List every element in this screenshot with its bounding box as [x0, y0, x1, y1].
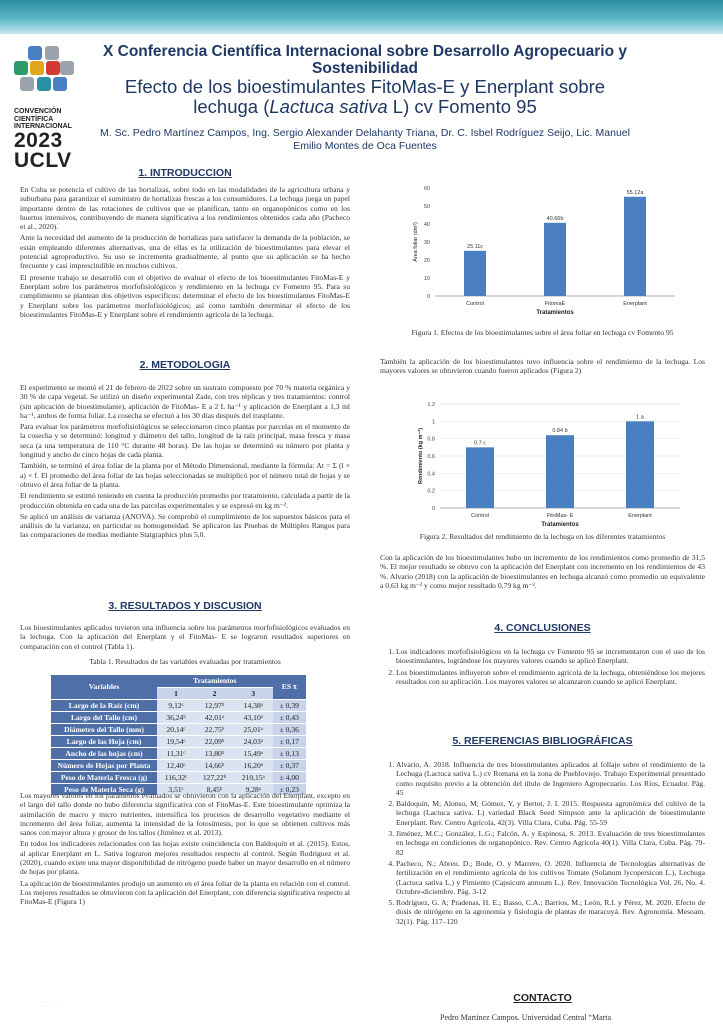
- contacto-text: Pedro Martinez Campos. Universidad Central “Marta: [440, 1013, 612, 1022]
- table-cell-es: ± 0,23: [273, 783, 306, 795]
- table-caption: Tabla 1. Resultados de las variables evaluadas por tratamientos: [89, 657, 281, 666]
- table-cell: 127,22ᵇ: [195, 771, 234, 783]
- rendimiento-intro: También la aplicación de los bioestimulantes tuvo influencia sobre el rendimiento de la lechuga. Los mayores valores se obtuvieron cuando fueron aplicados (Figura 2): [380, 357, 705, 376]
- list-item: 1. Alvario, A. 2018. Influencia de tres bioestimulantes aplicados al follaje sobre el rendimiento de la Lechuga (Lactuca sativa L.) cv Romana en la zona de Puebloviejo. Trabajo Experimental presentado como requisito previo a la obtención del título de Ingeniero Agropecuario. Los Ríos, Ecuador. Pág. 45: [396, 760, 705, 797]
- y-tick-label: 0.8: [427, 436, 435, 443]
- table-header-tratamientos: Tratamientos: [157, 675, 273, 687]
- logo-mark-icon: [14, 46, 74, 104]
- contacto-heading: CONTACTO: [513, 992, 572, 1004]
- figure-2-chart: [400, 398, 700, 530]
- bar: [626, 421, 654, 508]
- table-cell: 12,97ᵇ: [195, 699, 234, 711]
- table-row: [51, 723, 306, 735]
- table-cell: 14,38ᵃ: [234, 699, 273, 711]
- referencias-list: [380, 760, 705, 928]
- table-cell: 22,09ᵇ: [195, 735, 234, 747]
- x-axis-title: Tratamientos: [536, 310, 574, 316]
- table-header-variables: Variables: [51, 675, 157, 699]
- table-cell: 36,24ᵇ: [157, 711, 195, 723]
- table-header-es: ES x̄: [273, 675, 306, 699]
- data-label: 55.12a: [626, 189, 644, 196]
- resultados-paragraph: En todos los indicadores relacionados con las hojas existe coincidencia con Baldoquín et al. (2015). Estos, al aplicar Enerplant en L. Sativa lograron mejores resultados respecto al control. Según Rodríguez et al. (2020), cuando existe una mayor disponibilidad de nitrógeno puede haber un mayor desarrollo en el número de hojas por planta.: [20, 839, 350, 877]
- figure-1-caption: Figura 1. Efectos de los bioestimulantes sobre el área foliar en lechuga cv Fomento 95: [411, 328, 674, 337]
- y-tick-label: 50: [423, 204, 430, 210]
- authors: M. Sc. Pedro Martínez Campos, Ing. Sergio Alexander Delahanty Triana, Dr. C. Isbel Rodríguez Seijo, Lic. Manuel Emilio Montes de Oca Fuentes: [100, 127, 630, 152]
- list-item: 3. Jiménez, M.C.; González, L.G.; Falcón, A. y Espinosa, S. 2013. Evaluación de tres bioestimulantes en lechuga en condiciones de organopónico. Rev. Centro Agrícola 40(1). Villa Clara, Cuba. Pág. 79-82: [396, 829, 705, 857]
- table-cell: 22,75ᵇ: [195, 723, 234, 735]
- referencias-heading: 5. REFERENCIAS BIBLIOGRÁFICAS: [452, 735, 633, 747]
- y-axis-title: Rendimiento (kg m⁻²): [418, 427, 424, 485]
- table-row-label: Largo del Tallo (cm): [51, 711, 157, 723]
- table-cell: 43,10ᵃ: [234, 711, 273, 723]
- table-cell: 13,80ᵇ: [195, 747, 234, 759]
- table-row-label: Ancho de las hojas (cm): [51, 747, 157, 759]
- bar: [624, 197, 646, 296]
- resultados-text: [20, 791, 350, 909]
- table-cell: 42,01ᵃ: [195, 711, 234, 723]
- table-subheader: 2: [195, 687, 234, 699]
- logo-year: 2023 UCLV: [14, 129, 72, 172]
- data-label: 1 a: [636, 414, 644, 421]
- table-cell: 20,14ᶜ: [157, 723, 195, 735]
- intro-text: [20, 185, 350, 321]
- table-row-label: Largo de la Raíz (cm): [51, 699, 157, 711]
- rendimiento-text: Con la aplicación de los bioestimulantes hubo un incremento de los rendimientos como promedio de 31,5 %. El mejor resultado se obtuvo con la aplicación del Enerplant con incremento en los rendimientos de 43 %. Alvario (2018) con la aplicación de bioestimulantes en lechuga alcanzó como promedio un equivalente a 0,63 kg m⁻² y como mejor resultado 0,79 kg m⁻².: [380, 553, 705, 590]
- table-cell-es: ± 0,36: [273, 723, 306, 735]
- intro-paragraph: El presente trabajo se desarrolló con el objetivo de evaluar el efecto de los bioestimulantes FitoMas-E y Enerplant sobre los parámetros morfofisiológicos y rendimiento en la lechuga cv Fomento 95. Para su cumplimiento se plantean dos objetivos especificos: determinar el efecto de los bioestimulantes FitoMas-E y Enerplant sobre los parámetros morfofisiológicos; así como también determinar el efecto de los bioestimulantes FitoMas-E y Enerplant sobre el rendimiento agrícola de la lechuga.: [20, 272, 350, 319]
- table-cell: 25,01ᵃ: [234, 723, 273, 735]
- table-cell: 12,40ᶜ: [157, 759, 195, 771]
- x-axis-title: Tratamientos: [541, 522, 579, 528]
- y-tick-label: 0: [426, 294, 430, 300]
- y-tick-label: 30: [423, 240, 430, 246]
- table-row-label: Número de Hojas por Planta: [51, 759, 157, 771]
- table-row: [51, 771, 306, 783]
- table-cell-es: ± 0,13: [273, 747, 306, 759]
- footer-note: · · · · · · · · · · · · · · · · · · · · ·: [40, 1000, 59, 1008]
- table-row: [51, 699, 306, 711]
- y-tick-label: 40: [423, 222, 430, 228]
- table-cell: 8,45ᵇ: [195, 783, 234, 795]
- list-item: 5. Rodríguez, G. A; Pradenas, H. E.; Basso, C.A.; Barrios, M.; León, R.I. y Pérez, M. 2020. Efecto de dosis de nitrógeno en la agronomía y fisiología de plantas de maracuyá. Rev. Agronomía. Mesoam. 32(1). Pág. 117–120: [396, 898, 705, 926]
- title-part-a: Efecto de los bioestimulantes FitoMas-E y Enerplant sobre lechuga (: [124, 76, 606, 117]
- table-cell: 14,66ᵇ: [195, 759, 234, 771]
- table-row: [51, 735, 306, 747]
- resultados-paragraph: La aplicación de bioestimulantes produjo un aumento en el área foliar de la planta en relación con el control. Los mejores resultados se obtuvieron con la aplicación del Enerplant, con diferencia significativa respecto al FitoMas-E (Figura 1): [20, 878, 350, 907]
- table-row-label: Peso de Materia Fresca (g): [51, 771, 157, 783]
- y-tick-label: 60: [423, 186, 430, 192]
- table-row-label: Peso de Materia Seca (g): [51, 783, 157, 795]
- table-cell: 116,32ᶜ: [157, 771, 195, 783]
- resultados-paragraph: Los mayores valores en los parámetros evaluados se obtuvieron con la aplicación del Enerplant, excepto en el largo del tallo donde no hubo diferencia significativa con el FitoMas-E. Este bioestimulante optimiza la asimilación de macro y micro nutrientes, intensifica los procesos de desarrollo vegetativo mediante el incremento del área foliar, aumenta la intensidad de la fotosíntesis, por lo que se obtienen cultivos más sanos con mayor altura y grosor de los tallos (Jiménez et al. 2013).: [20, 791, 350, 838]
- x-tick-label: Enerplant: [628, 513, 652, 519]
- metodologia-paragraph: Para evaluar los parámetros morfofisiológicos se seleccionaron cinco plantas por parcelas en el momento de la cosecha y se determinó: longitud y diámetro del tallo, longitud de la raíz principal, masa fresca y masa seca (a una temperatura de 110 °C durante 48 horas). De las hojas se determinó su número por planta y longitud y ancho de cinco hojas de cada planta.: [20, 422, 350, 460]
- figure-2-caption: Figura 2. Resultados del rendimiento de la lechuga en los diferentes tratamientos: [419, 532, 666, 541]
- metodologia-paragraph: Se aplicó un análisis de varianza (ANOVA). Se comprobó el cumplimiento de los supuestos básicos para el análisis de la varianza, en particular su homogeneidad. Se aplicaron las Pruebas de Múltiples Rangos para las comparaciones de medias mediante Statgraphics plus 5,0.: [20, 511, 350, 540]
- y-tick-label: 0: [431, 506, 435, 512]
- metodologia-paragraph: También, se terminó el área foliar de la planta por el Método Dimensional, mediante la fórmula: At = Σ (l × a) × f. El promedio del área foliar de las hojas seleccionadas se multiplicó por el número total de hojas y se obtuvo el área foliar de la planta.: [20, 461, 350, 489]
- resultados-intro: Los bioestimulantes aplicados tuvieron una influencia sobre los parámetros morfofisiológicos evaluados en la lechuga. Con la aplicación del Enerplant y el FitoMas- E se lograron resultados superiores en comparación con el control (Tabla 1).: [20, 623, 350, 651]
- metodologia-paragraph: El experimento se montó el 21 de febrero de 2022 sobre un sustrato compuesto por 70 % materia orgánica y 30 % de capa vegetal. Se utilizó un diseño experimental Zade, con tres réplicas y tres tratamientos: control (sin aplicación de bioestimulante), aplicación de FitoMas- E a 2 L ha⁻¹ y aplicación de Enerplant a 1,3 ml ha⁻¹, ambos de forma foliar. La cosecha se efectuó a los 30 días después del trasplante.: [20, 383, 350, 420]
- table-cell-es: ± 0,39: [273, 699, 306, 711]
- table-subheader: 3: [234, 687, 273, 699]
- title-part-b: L) cv Fomento 95: [387, 96, 537, 117]
- figure-1-chart: [390, 180, 690, 325]
- metodologia-paragraph: El rendimiento se estimó teniendo en cuenta la producción promedio por tratamiento, calculada a partir de la producción obtenida en cada una de las parcelas experimentales y se expresó en kg m⁻².: [20, 491, 350, 510]
- table-row-label: Diámetro del Tallo (mm): [51, 723, 157, 735]
- data-label: 40.66b: [546, 215, 564, 222]
- y-axis-title: Área foliar (dm²): [413, 222, 419, 262]
- list-item: 2. Baldoquín, M; Alonso, M; Gómez, Y, y Bertot, J. I. 2015. Respuesta agronómica del cultivo de la lechuga (Lactuca sativa. L) variedad Black Seed Simpson ante la aplicación de bioestimulante Enerplant. Rev. Centro Agrícola, 42(3). Villa Clara, Cuba. Pág. 55-59: [396, 799, 705, 827]
- table-cell: 24,03ᵃ: [234, 735, 273, 747]
- y-tick-label: 1: [431, 419, 435, 426]
- table-cell-es: ± 0,17: [273, 735, 306, 747]
- table-cell: 15,49ᵃ: [234, 747, 273, 759]
- x-tick-label: Control: [466, 301, 484, 307]
- intro-heading: 1. INTRODUCCION: [138, 167, 232, 179]
- conference-title: X Conferencia Científica Internacional sobre Desarrollo Agropecuario y Sostenibilidad: [103, 43, 627, 77]
- list-item: 4. Pacheco, N.; Abreu. D.; Bode, O. y Marrero, O. 2020. Influencia de Tecnologías alternativas de fertilización en el rendimiento agrícola de los cultivos Tomate (Solanum lycopersicon L.), Lechuga (Lactuca sativa L.) y Pimiento (Capsicum annuum L.). Rev. Innovación Tecnológica Vol. 26, No. 4. Octubre-diciembre. Pág. 3-12: [396, 859, 705, 896]
- x-tick-label: FitoMas- E: [546, 513, 574, 519]
- table-cell: 9,28ᵃ: [234, 783, 273, 795]
- table-row-label: Largo de las Hoja (cm): [51, 735, 157, 747]
- title-italic: Lactuca sativa: [269, 96, 388, 117]
- y-tick-label: 1.2: [427, 402, 435, 408]
- y-tick-label: 0.6: [427, 454, 435, 460]
- conclusiones-list: [380, 647, 705, 688]
- y-tick-label: 0.4: [427, 471, 435, 478]
- x-tick-label: Enerplant: [623, 301, 647, 307]
- intro-paragraph: En Cuba se potencia el cultivo de las hortalizas, sobre todo en las modalidades de la agricultura urbana y suburbana para garantizar el suministro de hortalizas frescas a los consumidores. La lechuga juega un papel importante dentro de las rotaciones de cultivos que se planifican, tanto en organopónicos como en los huertos intensivos, contribuyendo de manera significativa a los rendimientos obtenidos cada año (Pacheco et al., 2020).: [20, 185, 350, 232]
- table-cell-es: ± 0,43: [273, 711, 306, 723]
- table-cell-es: ± 4,00: [273, 771, 306, 783]
- header-banner: [0, 0, 723, 34]
- data-label: 0.7 c: [474, 440, 486, 447]
- intro-paragraph: Ante la necesidad del aumento de la producción de hortalizas para satisfacer la demanda de la población, se están empleando diferentes alternativas, una de ellas es la utilización de bioestimulantes para elevar el potencial agroproductivo. Su uso se incrementa gradualmente, al punto que su aplicación se ha hecho frecuente y casi imprescindible en muchos cultivos.: [20, 233, 350, 271]
- conference-logo: [14, 46, 84, 172]
- table-cell: 3,51ᶜ: [157, 783, 195, 795]
- table-cell: 19,54ᶜ: [157, 735, 195, 747]
- y-tick-label: 20: [423, 258, 430, 264]
- bar: [546, 435, 574, 508]
- bar: [464, 251, 486, 296]
- data-label: 0.84 b: [552, 428, 568, 435]
- bar: [466, 447, 494, 508]
- table-cell: 210,15ᵃ: [234, 771, 273, 783]
- x-tick-label: FitomaE: [544, 301, 566, 307]
- table-subheader: 1: [157, 687, 195, 699]
- x-tick-label: Control: [471, 513, 489, 519]
- resultados-heading: 3. RESULTADOS Y DISCUSION: [108, 600, 262, 612]
- table-row: [51, 759, 306, 771]
- table-row: [51, 747, 306, 759]
- table-cell: 16,20ᵃ: [234, 759, 273, 771]
- y-tick-label: 10: [423, 276, 430, 282]
- y-tick-label: 0.2: [427, 488, 435, 495]
- table-row: [51, 711, 306, 723]
- bar: [544, 223, 566, 296]
- poster-title: [95, 77, 635, 117]
- results-table: [51, 675, 306, 796]
- metodologia-text: [20, 383, 350, 542]
- list-item: 2. Los bioestimulantes influyeron sobre el rendimiento agrícola de la lechuga, obteniéndose los mejores resultados con su aplicación. Los mayores valores se alcanzaron cuando se aplicó Enerplant.: [396, 668, 705, 687]
- metodologia-heading: 2. METODOLOGIA: [139, 359, 231, 371]
- data-label: 25.11c: [466, 243, 484, 250]
- table-cell: 9,12ᶜ: [157, 699, 195, 711]
- conclusiones-heading: 4. CONCLUSIONES: [494, 622, 591, 634]
- table-cell: 11,31ᶜ: [157, 747, 195, 759]
- list-item: 1. Los indicadores morfofisiológicos en la lechuga cv Fomento 95 se incrementaron con el uso de los bioestimulantes, lográndose los mayores valores cuando se aplicó Enerplant.: [396, 647, 705, 666]
- logo-label: CONVENCIÓN CIENTÍFICA INTERNACIONAL: [14, 108, 72, 130]
- table-cell-es: ± 0,37: [273, 759, 306, 771]
